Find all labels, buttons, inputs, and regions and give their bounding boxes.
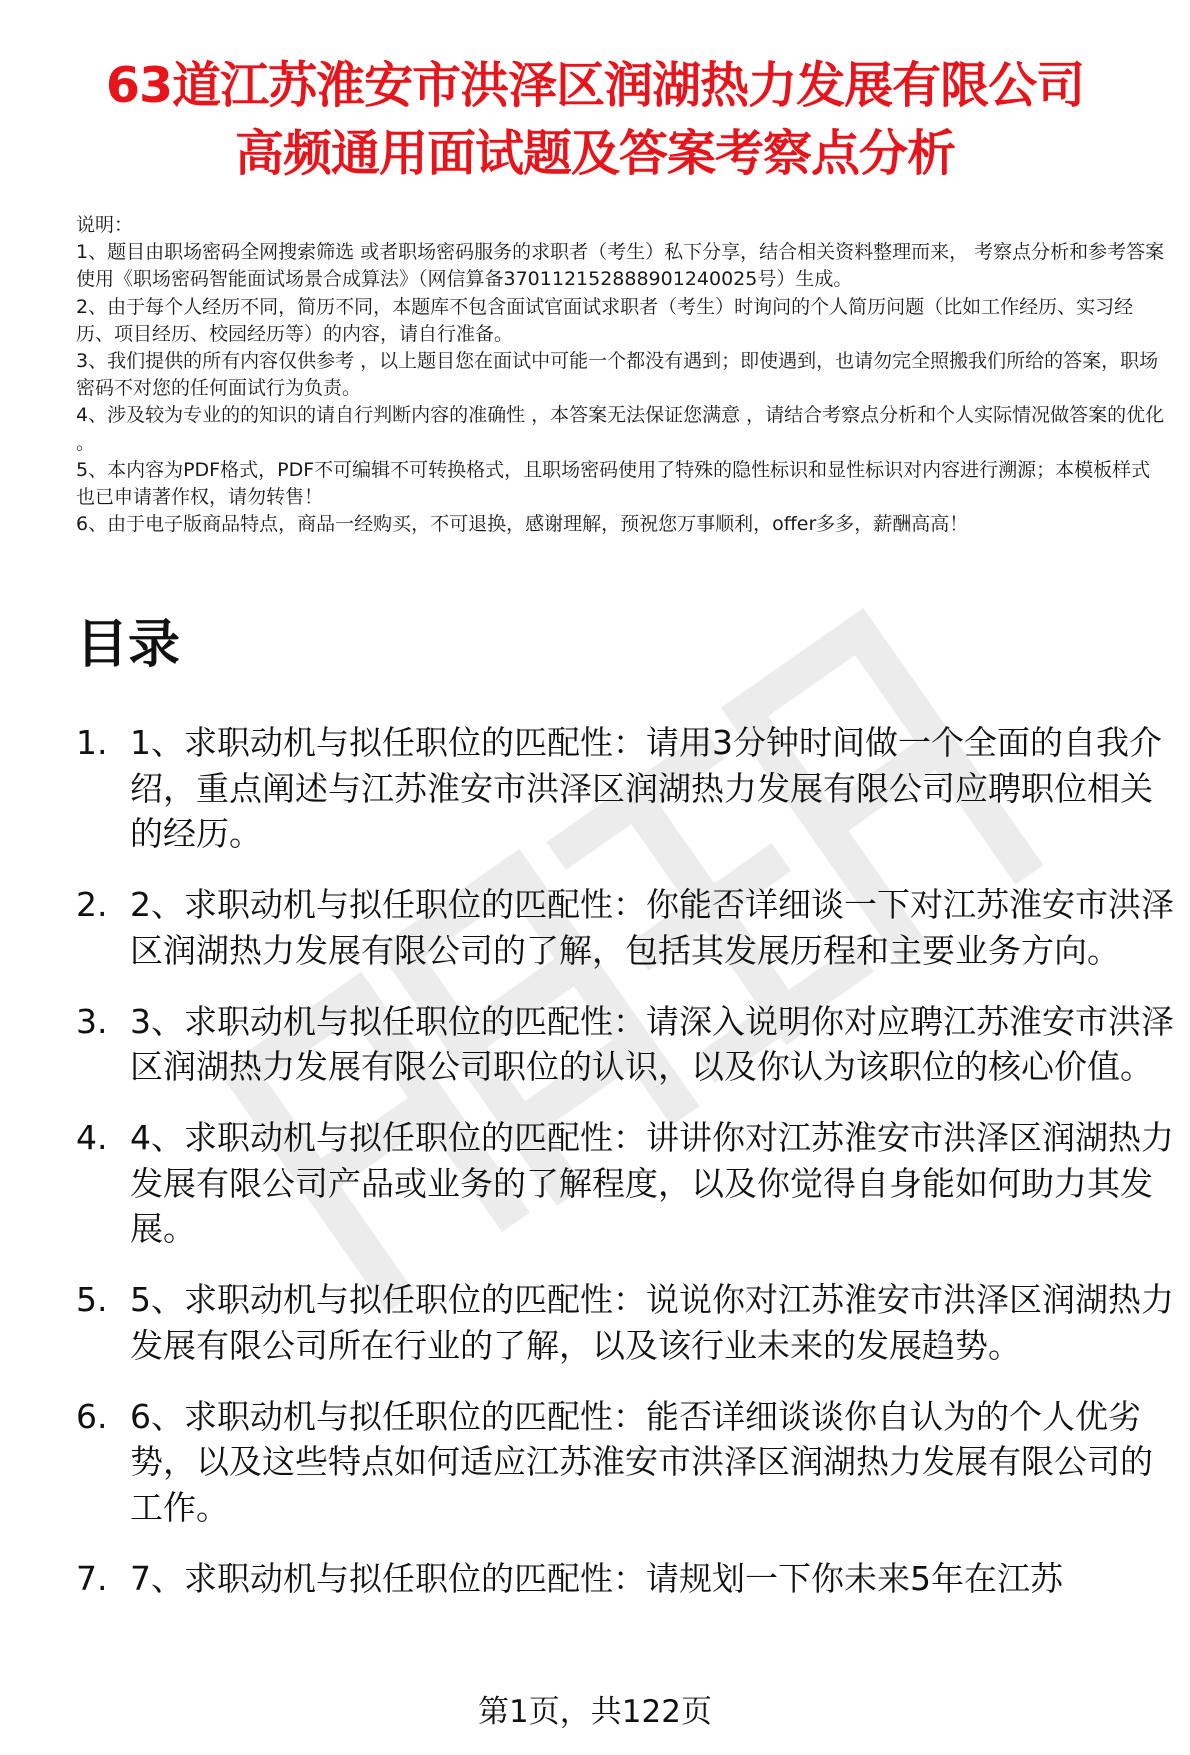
toc-item[interactable] bbox=[76, 882, 1176, 973]
page-footer: 第1页，共122页 bbox=[478, 1694, 712, 1730]
toc-item-text: 7、求职动机与拟任职位的匹配性：请规划一下你未来5年在江苏 bbox=[130, 1558, 1063, 1598]
note-item: 1、题目由职场密码全网搜索筛选 或者职场密码服务的求职者（考生）私下分享，结合相关资料整理而来， 考察点分析和参考答案使用《职场密码智能面试场景合成算法》（网信算备370112152888901240025号）生成。 bbox=[76, 241, 1165, 291]
toc-list bbox=[76, 720, 1176, 1627]
toc-item-text: 1、求职动机与拟任职位的匹配性：请用3分钟时间做一个全面的自我介绍，重点阐述与江苏淮安市洪泽区润湖热力发展有限公司应聘职位相关的经历。 bbox=[130, 723, 1162, 853]
toc-item-number: 2. bbox=[76, 885, 108, 924]
toc-item-number: 7. bbox=[76, 1558, 108, 1598]
toc-item-text: 4、求职动机与拟任职位的匹配性：讲讲你对江苏淮安市洪泽区润湖热力发展有限公司产品或业务的了解程度，以及你觉得自身能如何助力其发展。 bbox=[130, 1118, 1174, 1248]
toc-item-number: 1. bbox=[76, 723, 108, 762]
toc-item[interactable] bbox=[76, 1394, 1176, 1531]
toc-item-text: 3、求职动机与拟任职位的匹配性：请深入说明你对应聘江苏淮安市洪泽区润湖热力发展有限公司职位的认识，以及你认为该职位的核心价值。 bbox=[130, 1001, 1174, 1086]
note-item: 2、由于每个人经历不同，简历不同，本题库不包含面试官面试求职者（考生）时询问的个人简历问题（比如工作经历、实习经历、项目经历、校园经历等）的内容，请自行准备。 bbox=[76, 295, 1134, 345]
toc-item-text: 5、求职动机与拟任职位的匹配性：说说你对江苏淮安市洪泽区润湖热力发展有限公司所在行业的了解，以及该行业未来的发展趋势。 bbox=[130, 1280, 1174, 1365]
toc-item-text: 6、求职动机与拟任职位的匹配性：能否详细谈谈你自认为的个人优劣势，以及这些特点如何适应江苏淮安市洪泽区润湖热力发展有限公司的工作。 bbox=[130, 1396, 1153, 1527]
title-line-2: 高频通用面试题及答案考察点分析 bbox=[234, 125, 955, 182]
note-item: 5、本内容为PDF格式，PDF不可编辑不可转换格式，且职场密码使用了特殊的隐性标识和显性标识对内容进行溯源；本模板样式也已申请著作权，请勿转售！ bbox=[76, 458, 1151, 509]
toc-item[interactable] bbox=[76, 720, 1176, 857]
note-item: 4、涉及较为专业的的知识的请自行判断内容的准确性 ，本答案无法保证您满意 ，请结合考察点分析和个人实际情况做答案的优化 。 bbox=[76, 404, 1165, 454]
notes-section bbox=[76, 212, 1166, 538]
toc-item-number: 6. bbox=[76, 1396, 108, 1436]
title-line-1: 63道江苏淮安市洪泽区润湖热力发展有限公司 bbox=[105, 57, 1085, 114]
toc-item[interactable] bbox=[76, 999, 1176, 1090]
note-item: 3、我们提供的所有内容仅供参考 ，以上题目您在面试中可能一个都没有遇到；即使遇到，也请勿完全照搬我们所给的答案，职场密码不对您的任何面试行为负责。 bbox=[76, 350, 1159, 400]
toc-item-number: 3. bbox=[76, 1001, 108, 1041]
toc-item-number: 5. bbox=[76, 1280, 108, 1319]
toc-item[interactable] bbox=[76, 1556, 1176, 1602]
toc-item[interactable] bbox=[76, 1277, 1176, 1368]
toc-item-number: 4. bbox=[76, 1118, 108, 1157]
toc-heading: 目录 bbox=[76, 615, 181, 675]
notes-heading: 说明： bbox=[76, 214, 134, 236]
toc-item-text: 2、求职动机与拟任职位的匹配性：你能否详细谈一下对江苏淮安市洪泽区润湖热力发展有限公司的了解，包括其发展历程和主要业务方向。 bbox=[130, 885, 1174, 970]
toc-item[interactable] bbox=[76, 1115, 1176, 1252]
note-item: 6、由于电子版商品特点，商品一经购买，不可退换，感谢理解，预祝您万事顺利，offer多多，薪酬高高！ bbox=[76, 513, 969, 536]
document-title bbox=[40, 52, 1150, 188]
